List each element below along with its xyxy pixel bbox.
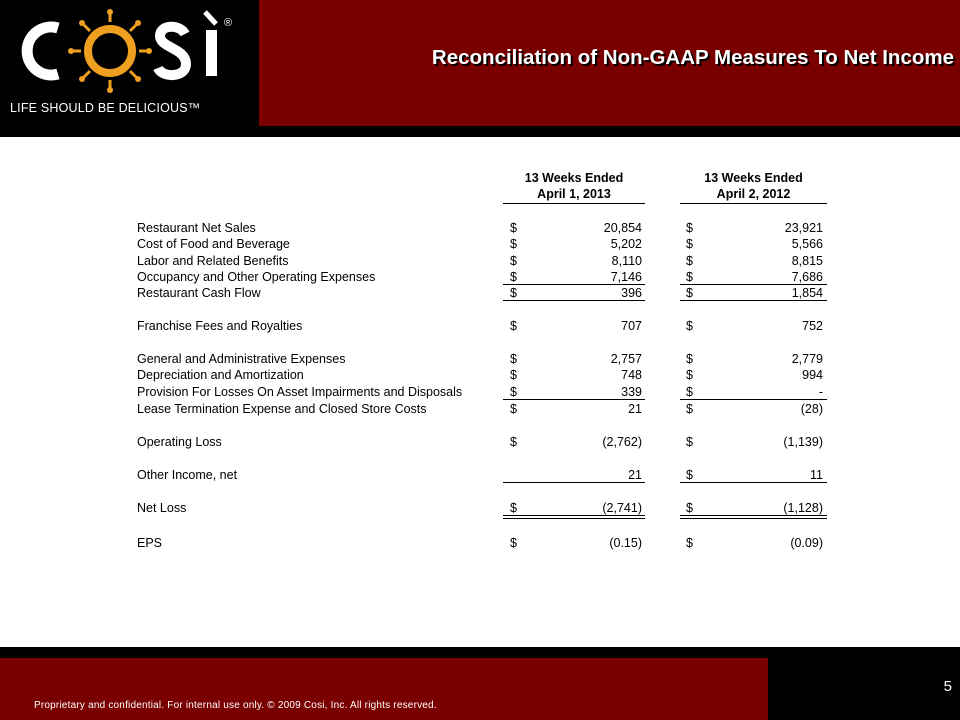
currency-2012: $: [686, 536, 693, 550]
value-2012: 23,921: [784, 221, 823, 235]
value-2012: 7,686: [791, 270, 823, 284]
value-2012: (1,128): [783, 501, 823, 515]
value-2013: 396: [621, 286, 642, 300]
currency-2013: $: [510, 536, 517, 550]
total-double-rule: [503, 515, 645, 516]
value-2012: 11: [810, 468, 823, 482]
currency-2013: $: [510, 221, 517, 235]
value-2013: 748: [621, 368, 642, 382]
value-2012: 994: [802, 368, 823, 382]
row-label: EPS: [137, 536, 163, 550]
row-label: Franchise Fees and Royalties: [137, 319, 303, 333]
subtotal-rule: [503, 399, 645, 400]
currency-2012: $: [686, 468, 693, 482]
currency-2012: $: [686, 270, 693, 284]
value-2012: (28): [800, 402, 823, 416]
sun-icon: [68, 9, 152, 93]
financial-table: [0, 137, 960, 647]
value-2012: (0.09): [790, 536, 823, 550]
value-2012: (1,139): [783, 435, 823, 449]
value-2013: (2,741): [602, 501, 642, 515]
currency-2013: $: [510, 435, 517, 449]
total-rule: [503, 300, 645, 301]
table-row: [0, 352, 960, 369]
table-row: [0, 221, 960, 238]
column-header-2013: 13 Weeks Ended April 1, 2013: [503, 170, 645, 202]
table-row: [0, 435, 960, 452]
row-label: Depreciation and Amortization: [137, 368, 304, 382]
currency-2012: $: [686, 286, 693, 300]
subtotal-rule: [503, 284, 645, 285]
currency-2012: $: [686, 501, 693, 515]
currency-2013: $: [510, 368, 517, 382]
row-label: Lease Termination Expense and Closed Store Costs: [137, 402, 427, 416]
title-panel: [259, 0, 960, 126]
currency-2013: $: [510, 501, 517, 515]
page-title: Reconciliation of Non-GAAP Measures To Net Income: [431, 46, 954, 69]
column-header-2012: 13 Weeks Ended April 2, 2012: [680, 170, 827, 202]
row-label: Restaurant Net Sales: [137, 221, 256, 235]
currency-2013: $: [510, 385, 517, 399]
currency-2012: $: [686, 435, 693, 449]
currency-2013: $: [510, 352, 517, 366]
currency-2013: $: [510, 286, 517, 300]
value-2013: 8,110: [611, 254, 642, 268]
value-2013: 339: [621, 385, 642, 399]
currency-2013: $: [510, 402, 517, 416]
value-2013: 20,854: [603, 221, 642, 235]
currency-2013: $: [510, 319, 517, 333]
total-double-rule: [503, 518, 645, 519]
value-2012: 5,566: [791, 237, 823, 251]
currency-2012: $: [686, 221, 693, 235]
currency-2012: $: [686, 319, 693, 333]
table-row: [0, 237, 960, 254]
subtotal-rule: [680, 399, 827, 400]
row-label: Cost of Food and Beverage: [137, 237, 290, 251]
tagline: LIFE SHOULD BE DELICIOUS™: [10, 101, 201, 115]
currency-2013: $: [510, 270, 517, 284]
cosi-logo-mark: [10, 6, 235, 96]
logo: [0, 0, 241, 122]
table-row: [0, 536, 960, 553]
currency-2012: $: [686, 352, 693, 366]
total-double-rule: [680, 515, 827, 516]
row-label: Net Loss: [137, 501, 187, 515]
table-row: [0, 319, 960, 336]
svg-text:®: ®: [224, 17, 233, 29]
value-2012: 1,854: [791, 286, 823, 300]
value-2012: 752: [802, 319, 823, 333]
row-label: Other Income, net: [137, 468, 238, 482]
value-2013: (0.15): [609, 536, 642, 550]
currency-2013: $: [510, 237, 517, 251]
value-2013: 5,202: [610, 237, 642, 251]
value-2012: -: [818, 385, 823, 399]
currency-2012: $: [686, 254, 693, 268]
currency-2013: $: [510, 254, 517, 268]
subtotal-rule: [680, 482, 827, 483]
page-number: 5: [943, 678, 952, 695]
currency-2012: $: [686, 402, 693, 416]
row-label: Labor and Related Benefits: [137, 254, 289, 268]
value-2013: 707: [621, 319, 642, 333]
value-2013: 21: [628, 468, 642, 482]
value-2012: 8,815: [791, 254, 823, 268]
subtotal-rule: [680, 284, 827, 285]
row-label: Restaurant Cash Flow: [137, 286, 261, 300]
total-double-rule: [680, 518, 827, 519]
currency-2012: $: [686, 385, 693, 399]
row-label: Provision For Losses On Asset Impairments and Disposals: [137, 385, 463, 399]
value-2013: 21: [628, 402, 642, 416]
value-2012: 2,779: [791, 352, 823, 366]
subtotal-rule: [503, 482, 645, 483]
total-rule: [680, 300, 827, 301]
currency-2012: $: [686, 237, 693, 251]
row-label: Occupancy and Other Operating Expenses: [137, 270, 376, 284]
table-row: [0, 368, 960, 385]
table-row: [0, 402, 960, 419]
row-label: Operating Loss: [137, 435, 222, 449]
currency-2012: $: [686, 368, 693, 382]
table-row: [0, 254, 960, 271]
row-label: General and Administrative Expenses: [137, 352, 346, 366]
footer-copyright: Proprietary and confidential. For internal use only. © 2009 Cosi, Inc. All rights reserved.: [34, 700, 437, 711]
value-2013: 7,146: [610, 270, 642, 284]
value-2013: 2,757: [610, 352, 642, 366]
value-2013: (2,762): [602, 435, 642, 449]
